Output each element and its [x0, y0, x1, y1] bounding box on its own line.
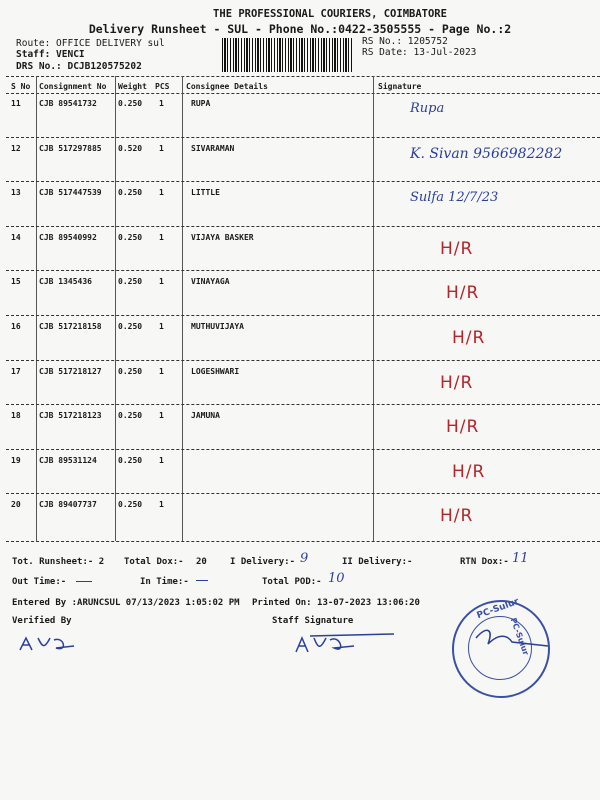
staff-signature: [290, 628, 400, 658]
row-consignment: CJB 89531124: [39, 455, 97, 465]
row-divider: [6, 270, 600, 271]
row-weight: 0.250: [118, 99, 143, 108]
row-consignee: LITTLE: [191, 188, 220, 198]
row-sno: 19: [11, 455, 21, 465]
in-time-label: In Time:-: [140, 577, 189, 587]
row-consignee: JAMUNA: [191, 411, 220, 421]
verified-by-label: Verified By: [12, 616, 72, 626]
row-consignment: CJB 1345436: [39, 277, 92, 287]
row-weight: 0.520: [118, 143, 143, 153]
col-consignment: Consignment No: [39, 82, 107, 91]
row-pcs: 1: [159, 322, 164, 331]
row-signature: H/R: [446, 417, 480, 438]
row-signature: Sulfa 12/7/23: [410, 190, 499, 206]
row-consignee: MUTHUVIJAYA: [191, 322, 244, 331]
row-weight: 0.250: [118, 277, 143, 287]
row-signature: H/R: [440, 238, 474, 259]
row-signature: Rupa: [410, 101, 445, 116]
row-weight: 0.250: [118, 455, 143, 465]
row-signature: H/R: [440, 372, 474, 393]
drs-number: DRS No.: DCJB120575202: [16, 61, 142, 72]
barcode: [222, 38, 354, 72]
verified-signature: [16, 632, 86, 656]
row-pcs: 1: [159, 500, 164, 510]
row-consignment: CJB 517218123: [39, 411, 102, 421]
row-consignee: VIJAYA BASKER: [191, 232, 254, 242]
col-consignee: Consignee Details: [186, 82, 268, 91]
row-consignment: CJB 517297885: [39, 143, 102, 153]
col-signature: Signature: [378, 82, 422, 91]
row-signature: K. Sivan 9566982282: [410, 145, 563, 162]
row-pcs: 1: [159, 411, 164, 421]
out-time-dash: [76, 581, 92, 582]
row-divider: [6, 404, 600, 405]
col-sno: S No: [11, 82, 31, 91]
i-delivery-label: I Delivery:-: [230, 557, 296, 567]
row-signature: H/R: [440, 506, 474, 527]
row-signature: H/R: [446, 283, 480, 304]
row-sno: 16: [11, 322, 21, 331]
table-header-rule: [6, 93, 600, 94]
row-divider: [6, 360, 600, 361]
row-sno: 13: [11, 188, 21, 198]
row-divider: [6, 226, 600, 227]
row-consignee: VINAYAGA: [191, 277, 230, 287]
row-consignment: CJB 517218158: [39, 322, 102, 331]
rs-number: RS No.: 1205752: [362, 36, 448, 47]
table-top-rule: [6, 76, 600, 77]
row-pcs: 1: [159, 455, 164, 465]
row-consignee: SIVARAMAN: [191, 143, 235, 153]
row-signature: H/R: [452, 461, 486, 482]
row-weight: 0.250: [118, 366, 143, 376]
row-sno: 12: [11, 143, 21, 153]
out-time-label: Out Time:-: [12, 577, 67, 587]
company-title: THE PROFESSIONAL COURIERS, COIMBATORE: [213, 8, 447, 20]
col-pcs: PCS: [155, 82, 170, 91]
row-pcs: 1: [159, 277, 164, 287]
row-pcs: 1: [159, 188, 164, 198]
staff-signature-label: Staff Signature: [272, 616, 354, 626]
row-consignee: RUPA: [191, 99, 211, 108]
total-dox-value: 20: [196, 557, 207, 567]
total-pod-value: 10: [328, 571, 345, 586]
row-divider: [6, 315, 600, 316]
table-bottom-rule: [6, 541, 600, 542]
row-pcs: 1: [159, 99, 164, 108]
ii-delivery-label: II Delivery:-: [342, 557, 413, 567]
rtn-dox-label: RTN Dox:-: [460, 557, 509, 567]
row-divider: [6, 181, 600, 182]
rtn-dox-value: 11: [512, 551, 529, 566]
row-weight: 0.250: [118, 232, 143, 242]
row-consignment: CJB 89541732: [39, 99, 97, 108]
row-sno: 15: [11, 277, 21, 287]
staff-label: Staff: VENCI: [16, 49, 85, 60]
row-consignment: CJB 517218127: [39, 366, 102, 376]
row-weight: 0.250: [118, 500, 143, 510]
row-divider: [6, 137, 600, 138]
row-consignment: CJB 89407737: [39, 500, 97, 510]
printed-on: Printed On: 13-07-2023 13:06:20: [252, 598, 420, 608]
total-dox-label: Total Dox:-: [124, 557, 184, 567]
in-time-dash: [196, 580, 208, 581]
row-divider: [6, 449, 600, 450]
row-sno: 18: [11, 411, 21, 421]
row-pcs: 1: [159, 366, 164, 376]
row-consignment: CJB 517447539: [39, 188, 102, 198]
row-sno: 17: [11, 366, 21, 376]
rs-date: RS Date: 13-Jul-2023: [362, 47, 477, 58]
tot-runsheet: Tot. Runsheet:- 2: [12, 557, 105, 567]
row-weight: 0.250: [118, 411, 143, 421]
total-pod-label: Total POD:-: [262, 577, 322, 587]
row-weight: 0.250: [118, 188, 143, 198]
row-sno: 20: [11, 500, 21, 510]
row-sno: 11: [11, 99, 21, 108]
row-divider: [6, 493, 600, 494]
pc-sulur-stamp: PC-Sulur PC-Sulur: [452, 600, 550, 698]
row-signature: H/R: [452, 328, 486, 348]
row-pcs: 1: [159, 232, 164, 242]
row-consignment: CJB 89540992: [39, 232, 97, 242]
col-weight: Weight: [118, 82, 147, 91]
entered-by: Entered By :ARUNCSUL 07/13/2023 1:05:02 PM: [12, 598, 240, 608]
row-weight: 0.250: [118, 322, 143, 331]
i-delivery-value: 9: [300, 551, 309, 566]
row-sno: 14: [11, 232, 21, 242]
row-pcs: 1: [159, 143, 164, 153]
runsheet-subtitle: Delivery Runsheet - SUL - Phone No.:0422-3505555 - Page No.:2: [88, 22, 512, 36]
row-consignee: LOGESHWARI: [191, 366, 240, 376]
route-label: Route: OFFICE DELIVERY sul: [16, 38, 165, 49]
